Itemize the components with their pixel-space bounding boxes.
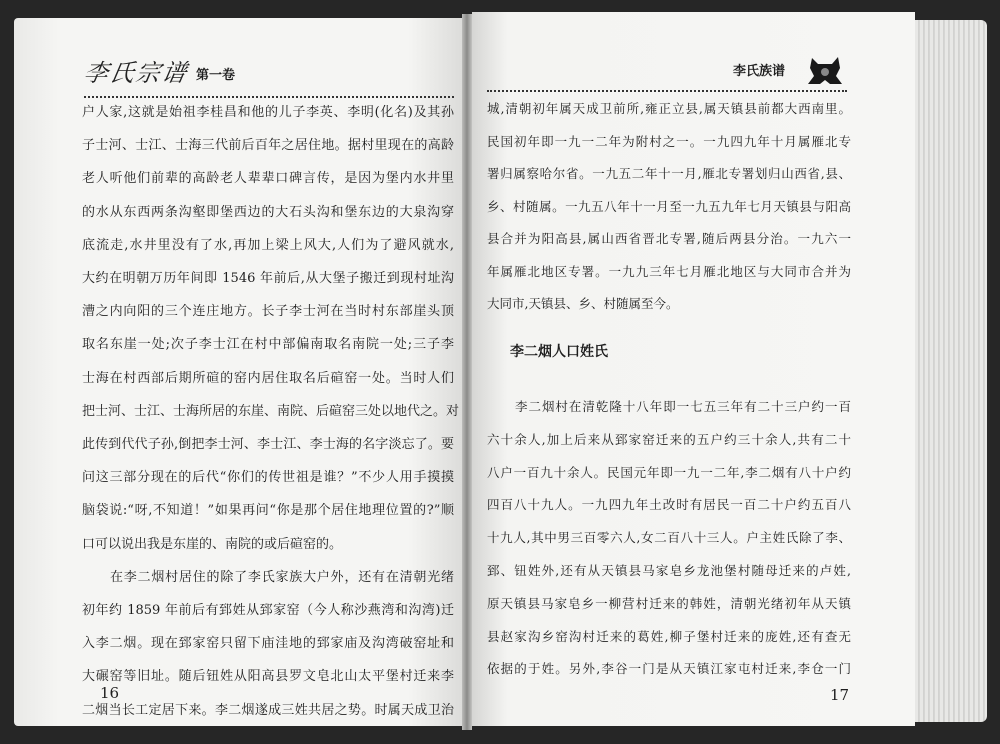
- text-line: 乡、村随属。一九五八年十一月至一九五九年七月天镇县与阳高: [487, 198, 851, 214]
- text-line: 二烟当长工定居下来。李二烟遂成三姓共居之势。时属天成卫治: [82, 702, 454, 718]
- text-line: 老人听他们前辈的高龄老人辈辈口碑言传，是因为堡内水井里: [82, 171, 454, 187]
- text-line: 大同市,天镇县、乡、村随属至今。: [487, 296, 679, 311]
- text-line: 大约在明朝万历年间即 1546 年前后,从大堡子搬迁到现村址沟: [82, 271, 454, 286]
- text-line: 十九人,其中男三百零六人,女二百八十三人。户主姓氏除了李、: [487, 530, 851, 546]
- text-line: 子士河、士江、士海三代前后百年之居住地。据村里现在的高龄: [82, 138, 454, 154]
- text-line: 大碾窑等旧址。随后钮姓从阳高县罗文皂北山太平堡村迁来李: [82, 669, 454, 685]
- page-edges: [915, 20, 987, 722]
- text-line: 四百八十九人。一九四九年土改时有居民一百二十户约五百八: [487, 497, 851, 513]
- text-line: 李二烟村在清乾隆十八年即一七五三年有二十三户约一百: [515, 399, 851, 414]
- volume-label: 第一卷: [196, 68, 236, 83]
- book-gutter: [462, 14, 472, 730]
- book-title-logo: 李氏宗谱: [81, 59, 191, 87]
- text-line: 年属雁北地区专署。一九九三年七月雁北地区与大同市合并为: [487, 263, 851, 279]
- text-line: 问这三部分现在的后代“你们的传世祖是谁？”不少人用手摸摸: [82, 470, 454, 486]
- page-number-left: 16: [100, 684, 120, 702]
- text-line: 城,清朝初年属天成卫前所,雍正立县,属天镇县前都大西南里。: [487, 101, 851, 116]
- bronze-vessel-emblem-icon: [806, 54, 844, 90]
- right-page: [472, 12, 915, 726]
- text-line: 脑袋说:“呀,不知道！”如果再问“你是那个居住地理位置的?”顺: [82, 503, 454, 519]
- text-line: 把士河、士江、士海所居的东崖、南院、后碹窑三处以地代之。对: [82, 403, 460, 419]
- text-line: 取名东崖一处;次子李士江在村中部偏南取名南院一处;三子李: [82, 337, 454, 353]
- text-line: 八户一百九十余人。民国元年即一九一二年,李二烟有八十户约: [487, 464, 851, 480]
- text-line: 县合并为阳高县,属山西省晋北专署,随后两县分治。一九六一: [487, 231, 851, 246]
- text-line: 此传到代代子孙,倒把李士河、李士江、李士海的名字淡忘了。要: [82, 437, 454, 452]
- text-line: 口可以说出我是东崖的、南院的或后碹窑的。: [82, 536, 343, 552]
- text-line: 在李二烟村居住的除了李氏家族大户外，还有在清朝光绪: [110, 569, 454, 585]
- text-line: 原天镇县马家皂乡一柳营村迁来的韩姓，清朝光绪初年从天镇: [487, 595, 851, 611]
- running-header-title: 李氏族谱: [733, 64, 786, 79]
- text-line: 民国初年即一九一二年为附村之一。一九四九年十月属雁北专: [487, 133, 851, 149]
- page-number-right: 17: [830, 686, 850, 704]
- text-line: 依据的于姓。另外,李谷一门是从天镇江家屯村迁来,李仓一门: [487, 661, 851, 677]
- text-line: 县赵家沟乡窑沟村迁来的葛姓,柳子堡村迁来的庞姓,还有查无: [487, 628, 851, 644]
- header-divider-right: [487, 90, 847, 92]
- text-line: 六十余人,加上后来从郅家窑迁来的五户约三十余人,共有二十: [487, 431, 851, 447]
- text-line: 漕之内向阳的三个连庄地方。长子李士河在当时村东部崖头顶: [82, 304, 454, 320]
- text-line: 的水从东西两条沟壑即堡西边的大石头沟和堡东边的大泉沟穿: [82, 204, 454, 220]
- text-line: 底流走,水井里没有了水,再加上梁上风大,人们为了避风就水,: [82, 237, 454, 253]
- text-line: 户人家,这就是始祖李桂昌和他的儿子李英、李明(化名)及其孙: [82, 105, 454, 120]
- section-heading: 李二烟人口姓氏: [510, 344, 608, 360]
- text-line: 郅、钮姓外,还有从天镇县马家皂乡龙池堡村随母迁来的卢姓,: [487, 563, 851, 578]
- text-line: 士海在村西部后期所碹的窑内居住取名后碹窑一处。当时人们: [82, 370, 454, 386]
- header-divider-left: [84, 96, 454, 98]
- text-line: 入李二烟。现在郅家窑只留下庙洼地的郅家庙及沟湾破窑址和: [82, 636, 454, 652]
- text-line: 署归属察哈尔省。一九五二年十一月,雁北专署划归山西省,县、: [487, 166, 851, 181]
- text-line: 初年约 1859 年前后有郅姓从郅家窑（今人称沙燕湾和沟湾)迁: [82, 603, 454, 618]
